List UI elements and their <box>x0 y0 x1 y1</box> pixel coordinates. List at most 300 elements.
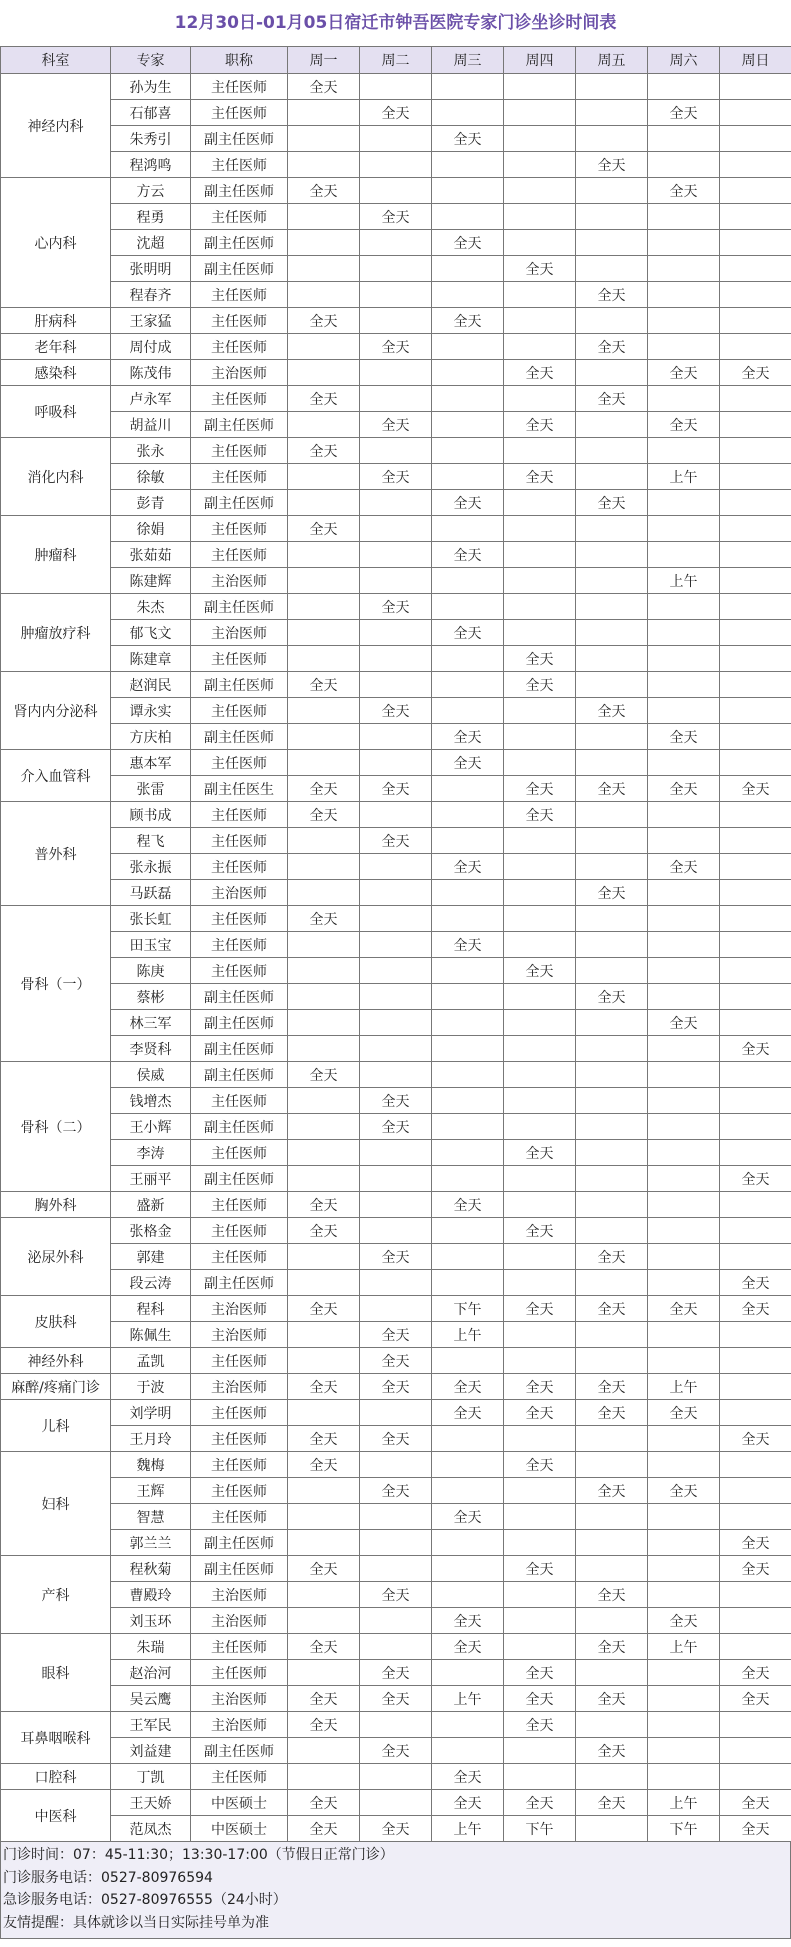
table-row <box>1 1218 791 1244</box>
schedule-cell: 全天 <box>432 542 504 568</box>
table-row <box>1 958 791 984</box>
doctor-title-cell: 副主任医师 <box>191 230 288 256</box>
schedule-cell <box>360 1010 432 1036</box>
schedule-cell <box>720 1218 791 1244</box>
schedule-cell <box>648 230 720 256</box>
doctor-title-cell: 副主任医师 <box>191 672 288 698</box>
schedule-cell <box>288 1244 360 1270</box>
doctor-title-cell: 主治医师 <box>191 1374 288 1400</box>
doctor-title-cell: 主任医师 <box>191 854 288 880</box>
schedule-cell <box>432 516 504 542</box>
schedule-cell: 全天 <box>432 126 504 152</box>
doctor-name-cell: 朱秀引 <box>111 126 191 152</box>
table-row <box>1 802 791 828</box>
doctor-title-cell: 主任医师 <box>191 1088 288 1114</box>
column-header: 周一 <box>288 47 360 74</box>
doctor-name-cell: 谭永实 <box>111 698 191 724</box>
page-title: 12月30日-01月05日宿迁市钟吾医院专家门诊坐诊时间表 <box>0 0 791 46</box>
schedule-cell <box>504 1582 576 1608</box>
schedule-cell <box>288 256 360 282</box>
notes-section <box>0 1842 791 1939</box>
schedule-cell <box>648 802 720 828</box>
schedule-cell <box>648 282 720 308</box>
schedule-cell <box>504 906 576 932</box>
schedule-cell: 全天 <box>504 464 576 490</box>
schedule-cell <box>576 568 648 594</box>
schedule-cell <box>504 334 576 360</box>
schedule-cell <box>288 360 360 386</box>
schedule-cell <box>576 1218 648 1244</box>
schedule-cell <box>432 1452 504 1478</box>
doctor-name-cell: 程勇 <box>111 204 191 230</box>
column-header: 专家 <box>111 47 191 74</box>
doctor-name-cell: 朱瑞 <box>111 1634 191 1660</box>
department-cell: 皮肤科 <box>1 1296 111 1348</box>
department-cell: 胸外科 <box>1 1192 111 1218</box>
schedule-cell: 全天 <box>576 1296 648 1322</box>
schedule-cell <box>648 1088 720 1114</box>
schedule-cell <box>360 802 432 828</box>
schedule-cell <box>432 828 504 854</box>
department-cell: 泌尿外科 <box>1 1218 111 1296</box>
table-row <box>1 542 791 568</box>
schedule-cell: 全天 <box>504 1790 576 1816</box>
schedule-cell <box>360 1296 432 1322</box>
schedule-cell <box>576 438 648 464</box>
schedule-cell <box>720 1088 791 1114</box>
doctor-name-cell: 丁凯 <box>111 1764 191 1790</box>
schedule-cell <box>648 490 720 516</box>
doctor-name-cell: 程科 <box>111 1296 191 1322</box>
schedule-cell <box>720 230 791 256</box>
schedule-cell <box>576 724 648 750</box>
doctor-name-cell: 王丽平 <box>111 1166 191 1192</box>
schedule-cell <box>720 386 791 412</box>
doctor-name-cell: 赵润民 <box>111 672 191 698</box>
schedule-cell <box>576 1426 648 1452</box>
doctor-name-cell: 吴云鹰 <box>111 1686 191 1712</box>
schedule-cell: 全天 <box>432 1634 504 1660</box>
schedule-cell <box>288 1478 360 1504</box>
schedule-cell <box>360 568 432 594</box>
schedule-cell <box>576 1192 648 1218</box>
table-row <box>1 282 791 308</box>
schedule-cell <box>576 542 648 568</box>
doctor-name-cell: 陈茂伟 <box>111 360 191 386</box>
schedule-cell <box>504 620 576 646</box>
table-row <box>1 1088 791 1114</box>
schedule-cell: 全天 <box>360 1348 432 1374</box>
schedule-cell: 全天 <box>720 776 791 802</box>
schedule-cell <box>288 620 360 646</box>
schedule-cell <box>432 152 504 178</box>
schedule-cell <box>432 412 504 438</box>
schedule-cell <box>504 542 576 568</box>
schedule-cell <box>432 1660 504 1686</box>
schedule-cell: 下午 <box>648 1816 720 1842</box>
schedule-cell <box>648 906 720 932</box>
schedule-cell <box>432 256 504 282</box>
schedule-cell <box>288 828 360 854</box>
schedule-cell <box>648 1764 720 1790</box>
schedule-cell <box>576 1062 648 1088</box>
schedule-cell: 全天 <box>288 1192 360 1218</box>
schedule-cell <box>576 906 648 932</box>
schedule-cell <box>288 1660 360 1686</box>
schedule-cell: 全天 <box>576 1790 648 1816</box>
schedule-cell <box>360 1452 432 1478</box>
schedule-cell <box>576 230 648 256</box>
schedule-cell <box>576 100 648 126</box>
schedule-cell: 全天 <box>288 776 360 802</box>
schedule-cell: 全天 <box>576 1738 648 1764</box>
table-row <box>1 1322 791 1348</box>
table-row <box>1 152 791 178</box>
schedule-cell <box>720 516 791 542</box>
table-row <box>1 490 791 516</box>
schedule-cell <box>576 1270 648 1296</box>
schedule-cell <box>720 724 791 750</box>
schedule-cell <box>576 802 648 828</box>
schedule-cell <box>720 1582 791 1608</box>
doctor-title-cell: 主任医师 <box>191 1348 288 1374</box>
schedule-cell <box>576 1556 648 1582</box>
doctor-title-cell: 副主任医师 <box>191 984 288 1010</box>
schedule-cell <box>288 1270 360 1296</box>
schedule-cell: 全天 <box>360 1738 432 1764</box>
schedule-cell <box>648 1348 720 1374</box>
table-row <box>1 1192 791 1218</box>
schedule-cell <box>720 698 791 724</box>
doctor-name-cell: 徐娟 <box>111 516 191 542</box>
doctor-name-cell: 陈庚 <box>111 958 191 984</box>
schedule-cell: 全天 <box>432 1764 504 1790</box>
table-row <box>1 1244 791 1270</box>
schedule-cell <box>432 958 504 984</box>
schedule-cell <box>504 698 576 724</box>
schedule-cell <box>648 1218 720 1244</box>
schedule-cell <box>720 1322 791 1348</box>
schedule-cell: 全天 <box>360 1582 432 1608</box>
schedule-cell: 全天 <box>576 386 648 412</box>
schedule-cell <box>576 516 648 542</box>
schedule-cell <box>288 594 360 620</box>
schedule-cell: 全天 <box>288 802 360 828</box>
schedule-cell <box>504 1426 576 1452</box>
doctor-title-cell: 中医硕士 <box>191 1816 288 1842</box>
schedule-cell <box>288 1348 360 1374</box>
schedule-cell <box>720 1114 791 1140</box>
schedule-cell <box>360 1504 432 1530</box>
schedule-cell <box>288 1738 360 1764</box>
doctor-name-cell: 程秋菊 <box>111 1556 191 1582</box>
schedule-cell <box>720 1504 791 1530</box>
table-row <box>1 672 791 698</box>
schedule-cell <box>648 1114 720 1140</box>
department-cell: 呼吸科 <box>1 386 111 438</box>
schedule-cell <box>648 516 720 542</box>
schedule-cell <box>576 750 648 776</box>
doctor-title-cell: 主任医师 <box>191 750 288 776</box>
department-cell: 神经外科 <box>1 1348 111 1374</box>
schedule-cell: 全天 <box>504 1660 576 1686</box>
schedule-cell <box>360 646 432 672</box>
schedule-cell: 全天 <box>432 490 504 516</box>
schedule-cell <box>288 1608 360 1634</box>
schedule-cell: 全天 <box>720 1660 791 1686</box>
schedule-cell: 全天 <box>504 1218 576 1244</box>
schedule-cell <box>576 1322 648 1348</box>
schedule-cell <box>432 1426 504 1452</box>
schedule-cell <box>360 1556 432 1582</box>
schedule-cell <box>504 438 576 464</box>
doctor-name-cell: 赵治河 <box>111 1660 191 1686</box>
schedule-cell <box>576 620 648 646</box>
schedule-cell <box>288 334 360 360</box>
schedule-cell: 全天 <box>288 1712 360 1738</box>
schedule-cell: 全天 <box>288 1062 360 1088</box>
schedule-cell <box>288 1088 360 1114</box>
schedule-cell <box>720 1712 791 1738</box>
schedule-cell <box>360 1712 432 1738</box>
schedule-cell <box>432 334 504 360</box>
doctor-name-cell: 王辉 <box>111 1478 191 1504</box>
schedule-cell: 全天 <box>648 1478 720 1504</box>
schedule-cell <box>432 1712 504 1738</box>
schedule-cell: 全天 <box>504 776 576 802</box>
table-row <box>1 1582 791 1608</box>
schedule-cell: 上午 <box>432 1686 504 1712</box>
schedule-cell <box>288 412 360 438</box>
schedule-cell: 全天 <box>288 1296 360 1322</box>
schedule-cell: 下午 <box>504 1816 576 1842</box>
schedule-cell: 全天 <box>432 1608 504 1634</box>
schedule-cell <box>288 698 360 724</box>
department-cell: 心内科 <box>1 178 111 308</box>
schedule-cell: 全天 <box>720 1296 791 1322</box>
schedule-cell: 全天 <box>504 1686 576 1712</box>
schedule-cell <box>504 386 576 412</box>
schedule-cell <box>288 464 360 490</box>
schedule-cell <box>288 152 360 178</box>
table-row <box>1 1660 791 1686</box>
schedule-cell <box>432 178 504 204</box>
doctor-title-cell: 中医硕士 <box>191 1790 288 1816</box>
schedule-cell <box>504 1504 576 1530</box>
schedule-cell: 全天 <box>360 1686 432 1712</box>
table-row <box>1 1530 791 1556</box>
schedule-cell <box>432 1530 504 1556</box>
schedule-cell <box>720 1374 791 1400</box>
schedule-cell <box>432 1062 504 1088</box>
doctor-name-cell: 张永 <box>111 438 191 464</box>
department-cell: 麻醉/疼痛门诊 <box>1 1374 111 1400</box>
schedule-cell: 全天 <box>288 1426 360 1452</box>
schedule-cell <box>576 464 648 490</box>
schedule-cell <box>288 282 360 308</box>
doctor-title-cell: 副主任医师 <box>191 126 288 152</box>
schedule-cell <box>360 360 432 386</box>
doctor-title-cell: 主任医师 <box>191 1192 288 1218</box>
schedule-cell: 全天 <box>360 1374 432 1400</box>
schedule-cell <box>432 672 504 698</box>
schedule-cell: 全天 <box>288 672 360 698</box>
doctor-title-cell: 主任医师 <box>191 646 288 672</box>
doctor-name-cell: 智慧 <box>111 1504 191 1530</box>
doctor-title-cell: 主治医师 <box>191 620 288 646</box>
table-row <box>1 646 791 672</box>
department-cell: 产科 <box>1 1556 111 1634</box>
doctor-name-cell: 李涛 <box>111 1140 191 1166</box>
schedule-cell <box>432 1036 504 1062</box>
table-row <box>1 1686 791 1712</box>
schedule-cell <box>360 1166 432 1192</box>
doctor-title-cell: 主任医师 <box>191 1400 288 1426</box>
schedule-cell <box>720 880 791 906</box>
schedule-cell <box>504 1530 576 1556</box>
doctor-name-cell: 郁飞文 <box>111 620 191 646</box>
schedule-cell: 全天 <box>648 360 720 386</box>
table-row <box>1 1400 791 1426</box>
schedule-cell: 全天 <box>720 1270 791 1296</box>
schedule-cell <box>576 1712 648 1738</box>
schedule-cell: 全天 <box>360 698 432 724</box>
schedule-cell <box>288 1036 360 1062</box>
table-row <box>1 568 791 594</box>
schedule-cell <box>360 880 432 906</box>
schedule-cell: 全天 <box>720 1036 791 1062</box>
table-row <box>1 698 791 724</box>
schedule-cell <box>576 1504 648 1530</box>
doctor-name-cell: 胡益川 <box>111 412 191 438</box>
schedule-cell: 全天 <box>720 1556 791 1582</box>
schedule-cell: 全天 <box>288 386 360 412</box>
table-row <box>1 1296 791 1322</box>
schedule-cell: 全天 <box>360 1660 432 1686</box>
schedule-cell <box>360 438 432 464</box>
department-cell: 老年科 <box>1 334 111 360</box>
doctor-name-cell: 方庆柏 <box>111 724 191 750</box>
schedule-cell <box>288 1764 360 1790</box>
doctor-name-cell: 沈超 <box>111 230 191 256</box>
schedule-cell <box>720 1452 791 1478</box>
schedule-cell: 全天 <box>504 958 576 984</box>
schedule-cell <box>720 802 791 828</box>
schedule-cell <box>720 1400 791 1426</box>
schedule-cell <box>720 464 791 490</box>
doctor-name-cell: 侯威 <box>111 1062 191 1088</box>
schedule-cell <box>432 1218 504 1244</box>
doctor-name-cell: 陈建章 <box>111 646 191 672</box>
schedule-cell <box>648 1530 720 1556</box>
column-header: 周二 <box>360 47 432 74</box>
schedule-cell: 全天 <box>360 1322 432 1348</box>
schedule-cell: 全天 <box>288 1634 360 1660</box>
table-row <box>1 1712 791 1738</box>
schedule-cell <box>288 1582 360 1608</box>
column-header: 周四 <box>504 47 576 74</box>
schedule-cell <box>504 516 576 542</box>
table-row <box>1 1504 791 1530</box>
doctor-title-cell: 副主任医师 <box>191 178 288 204</box>
schedule-cell <box>720 568 791 594</box>
schedule-cell <box>576 958 648 984</box>
doctor-name-cell: 林三军 <box>111 1010 191 1036</box>
doctor-name-cell: 魏梅 <box>111 1452 191 1478</box>
schedule-cell: 全天 <box>360 1244 432 1270</box>
schedule-cell: 全天 <box>504 1400 576 1426</box>
schedule-cell: 全天 <box>576 1686 648 1712</box>
doctor-title-cell: 副主任医师 <box>191 1738 288 1764</box>
schedule-cell: 全天 <box>288 1556 360 1582</box>
table-row <box>1 906 791 932</box>
schedule-cell: 全天 <box>360 1114 432 1140</box>
schedule-cell <box>576 854 648 880</box>
schedule-cell <box>648 1322 720 1348</box>
schedule-cell <box>432 646 504 672</box>
schedule-cell <box>288 542 360 568</box>
doctor-name-cell: 程鸿鸣 <box>111 152 191 178</box>
table-row <box>1 1478 791 1504</box>
schedule-cell: 上午 <box>432 1816 504 1842</box>
doctor-name-cell: 曹殿玲 <box>111 1582 191 1608</box>
schedule-cell <box>360 932 432 958</box>
doctor-title-cell: 主治医师 <box>191 1322 288 1348</box>
schedule-cell <box>720 958 791 984</box>
schedule-cell: 上午 <box>648 1790 720 1816</box>
schedule-cell <box>648 1452 720 1478</box>
schedule-cell <box>288 1400 360 1426</box>
doctor-title-cell: 主任医师 <box>191 1634 288 1660</box>
doctor-title-cell: 主治医师 <box>191 1686 288 1712</box>
schedule-cell <box>504 74 576 100</box>
schedule-cell: 全天 <box>576 776 648 802</box>
schedule-cell <box>648 152 720 178</box>
schedule-cell: 全天 <box>288 1452 360 1478</box>
doctor-title-cell: 副主任医师 <box>191 1114 288 1140</box>
table-row <box>1 386 791 412</box>
schedule-cell <box>504 1088 576 1114</box>
schedule-cell <box>720 1140 791 1166</box>
schedule-cell: 全天 <box>504 1374 576 1400</box>
doctor-title-cell: 主任医师 <box>191 698 288 724</box>
doctor-name-cell: 陈佩生 <box>111 1322 191 1348</box>
table-row <box>1 620 791 646</box>
schedule-cell <box>432 464 504 490</box>
schedule-cell: 全天 <box>504 1556 576 1582</box>
schedule-cell: 上午 <box>432 1322 504 1348</box>
table-row <box>1 256 791 282</box>
doctor-name-cell: 于波 <box>111 1374 191 1400</box>
schedule-cell <box>504 152 576 178</box>
table-row <box>1 1348 791 1374</box>
table-row <box>1 360 791 386</box>
schedule-cell <box>360 1140 432 1166</box>
schedule-cell <box>432 282 504 308</box>
table-row <box>1 1738 791 1764</box>
table-row <box>1 1608 791 1634</box>
column-header: 科室 <box>1 47 111 74</box>
schedule-cell <box>720 1608 791 1634</box>
column-header: 周日 <box>720 47 791 74</box>
doctor-name-cell: 刘玉环 <box>111 1608 191 1634</box>
schedule-cell <box>576 412 648 438</box>
schedule-cell: 全天 <box>360 1088 432 1114</box>
table-row <box>1 776 791 802</box>
schedule-cell <box>720 308 791 334</box>
schedule-cell <box>432 594 504 620</box>
note-line: 友情提醒：具体就诊以当日实际挂号单为准 <box>3 1914 269 1931</box>
